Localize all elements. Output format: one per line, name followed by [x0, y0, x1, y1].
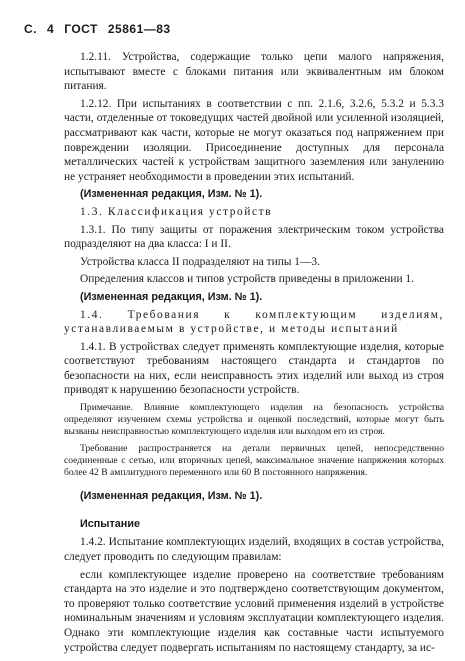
paragraph-1-2-12: 1.2.12. При испытаниях в соответствии с пп. 2.1.6, 3.2.6, 5.3.2 и 5.3.3 части, отделенные от токоведущих частей двойной или усиленной изоляцией, рассматривают как части, которые не могут оказаться под напряжением при повреждении изоляции. Присоединение доступных для персонала металлических частей к устройствам защитного заземления или занулению не устраняет необходимости в проведении этих испытаний. [64, 97, 444, 183]
page-number: 4 [47, 22, 55, 36]
revision-note-2: (Измененная редакция, Изм. № 1). [80, 290, 263, 303]
section-heading-1-4: 1.4. Требования к комплектующим изделиям, устанавливаемым в устройстве, и методы испытаний [64, 308, 444, 336]
note-paragraph: Примечание. Влияние комплектующего изделия на безопасность устройства определяют изучением схемы устройства и оценкой последствий, которые могут быть вызваны неисправностью комплектующего изделия или выходом его из строя. [64, 402, 444, 438]
paragraph-1-3-1-classes: Устройства класса II подразделяют на типы 1—3. [80, 255, 320, 268]
standard-label: ГОСТ [64, 22, 98, 36]
paragraph-1-2-11: 1.2.11. Устройства, содержащие только цепи малого напряжения, испытывают вместе с блоками питания или эквивалентным им блоком питания. [64, 51, 444, 93]
document-body [64, 50, 444, 658]
paragraph-1-3-1: 1.3.1. По типу защиты от поражения электрическим током устройства подразделяют на два класса: I и II. [64, 223, 444, 251]
standard-number: 25861—83 [107, 22, 171, 36]
paragraph-1-4-2-rules: если комплектующее изделие проверено на соответствие требованиям стандарта на это изделие и это подтверждено соответствующим документом, то проверяют только соответствие условий применения изделий в устройстве номинальным значениям и условиям эксплуатации комплектующего изделия. Однако эти комплектующие изделия как составные части испытуемого устройства следует подвергать испытаниям по настоящему стандарту, за ис- [64, 568, 444, 654]
revision-note-3: (Измененная редакция, Изм. № 1). [80, 490, 263, 503]
section-heading-1-3: 1.3. Классификация устройств [80, 205, 273, 218]
page-letter: С. [24, 22, 37, 36]
page-header [24, 22, 181, 36]
revision-note-1: (Измененная редакция, Изм. № 1). [80, 188, 263, 201]
requirement-note: Требование распространяется на детали первичных цепей, непосредственно соединенные с сетью, или вторичных цепей, максимальное значение напряжения которых более 42 В амплитудного переменного или 60 В постоянного напряжения. [64, 442, 444, 479]
test-heading: Испытание [80, 517, 140, 530]
paragraph-1-4-2: 1.4.2. Испытание комплектующих изделий, входящих в состав устройства, следует проводить по следующим правилам: [64, 536, 444, 564]
paragraph-1-3-1-definitions: Определения классов и типов устройств приведены в приложении 1. [80, 273, 414, 286]
paragraph-1-4-1: 1.4.1. В устройствах следует применять комплектующие изделия, которые соответствуют требованиям настоящего стандарта и стандартов по безопасности на них, если неисправность этих изделий или выход из строя приводят к нарушению безопасности устройств. [64, 340, 444, 397]
